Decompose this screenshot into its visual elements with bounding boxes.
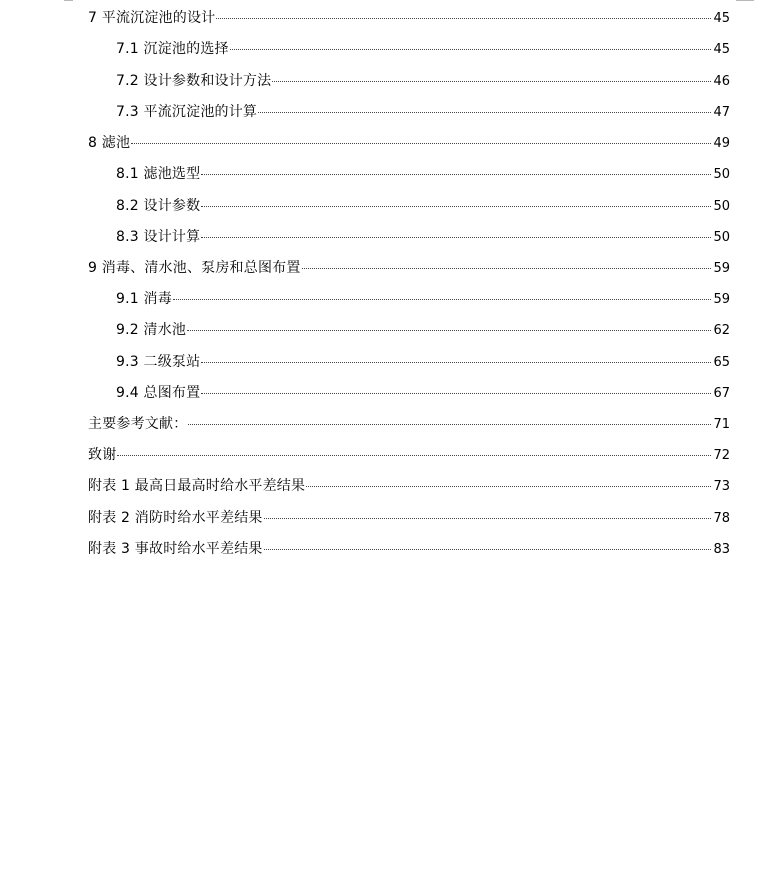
toc-entry-page: 78 <box>713 511 730 526</box>
toc-entry[interactable] <box>116 38 730 60</box>
toc-dot-leader <box>188 424 711 425</box>
toc-entry-page: 50 <box>713 199 730 214</box>
toc-entry[interactable] <box>116 101 730 123</box>
toc-entry-page: 50 <box>713 230 730 245</box>
toc-entry[interactable] <box>116 351 730 373</box>
toc-dot-leader <box>216 18 711 19</box>
toc-entry[interactable] <box>88 7 730 29</box>
toc-dot-leader <box>264 518 712 519</box>
toc-entry-page: 62 <box>713 323 730 338</box>
toc-entry-title: 7.2 设计参数和设计方法 <box>116 73 272 89</box>
toc-dot-leader <box>258 112 711 113</box>
toc-entry-title: 主要参考文献： <box>88 416 188 432</box>
toc-entry-title: 7.1 沉淀池的选择 <box>116 41 229 57</box>
toc-entry-title: 9.3 二级泵站 <box>116 354 201 370</box>
toc-entry-page: 73 <box>713 479 730 494</box>
toc-dot-leader <box>264 549 712 550</box>
toc-entry[interactable] <box>116 70 730 92</box>
toc-entry-title: 7.3 平流沉淀池的计算 <box>116 104 258 120</box>
toc-entry-page: 65 <box>713 355 730 370</box>
toc-entry-page: 47 <box>713 105 730 120</box>
toc-entry-title: 8 滤池 <box>88 135 131 151</box>
toc-entry[interactable] <box>116 288 730 310</box>
toc-entry-page: 45 <box>713 11 730 26</box>
toc-dot-leader <box>201 206 711 207</box>
toc-dot-leader <box>173 299 712 300</box>
toc-entry-page: 59 <box>713 261 730 276</box>
toc-entry[interactable] <box>116 195 730 217</box>
toc-dot-leader <box>201 174 711 175</box>
toc-dot-leader <box>187 330 711 331</box>
toc-entry-title: 8.1 滤池选型 <box>116 166 201 182</box>
toc-entry[interactable] <box>88 444 730 466</box>
toc-entry-title: 附表 1 最高日最高时给水平差结果 <box>88 478 306 494</box>
toc-entry-title: 9.1 消毒 <box>116 291 172 307</box>
toc-entry-title: 致谢 <box>88 447 117 463</box>
toc-dot-leader <box>272 81 711 82</box>
page-corner-mark-left <box>64 0 73 4</box>
toc-entry-title: 7 平流沉淀池的设计 <box>88 10 216 26</box>
page-corner-mark-right <box>736 0 754 4</box>
toc-entry[interactable] <box>116 382 730 404</box>
toc-dot-leader <box>201 237 711 238</box>
toc-entry[interactable] <box>116 163 730 185</box>
toc-entry[interactable] <box>88 538 730 560</box>
toc-entry-title: 8.2 设计参数 <box>116 198 201 214</box>
toc-entry[interactable] <box>116 319 730 341</box>
toc-entry-title: 9.2 清水池 <box>116 322 187 338</box>
toc-entry-title: 附表 2 消防时给水平差结果 <box>88 510 263 526</box>
toc-entry-page: 49 <box>713 136 730 151</box>
toc-entry-page: 72 <box>713 448 730 463</box>
toc-entry[interactable] <box>88 413 730 435</box>
toc-entry-page: 71 <box>713 417 730 432</box>
toc-dot-leader <box>306 486 711 487</box>
toc-dot-leader <box>302 268 712 269</box>
toc-entry-page: 45 <box>713 42 730 57</box>
toc-entry[interactable] <box>88 257 730 279</box>
toc-entry-title: 8.3 设计计算 <box>116 229 201 245</box>
toc-entry-page: 67 <box>713 386 730 401</box>
toc-entry-title: 附表 3 事故时给水平差结果 <box>88 541 263 557</box>
toc-entry-title: 9.4 总图布置 <box>116 385 201 401</box>
toc-dot-leader <box>131 143 711 144</box>
toc-entry-page: 46 <box>713 74 730 89</box>
toc-entry-title: 9 消毒、清水池、泵房和总图布置 <box>88 260 301 276</box>
toc-entry-page: 83 <box>713 542 730 557</box>
toc-entry[interactable] <box>88 507 730 529</box>
toc-dot-leader <box>230 49 712 50</box>
toc-entry[interactable] <box>116 226 730 248</box>
toc-dot-leader <box>201 393 711 394</box>
toc-entry[interactable] <box>88 132 730 154</box>
toc-entry[interactable] <box>88 475 730 497</box>
toc-dot-leader <box>201 362 711 363</box>
toc-entry-page: 50 <box>713 167 730 182</box>
toc-dot-leader <box>117 455 711 456</box>
toc-entry-page: 59 <box>713 292 730 307</box>
